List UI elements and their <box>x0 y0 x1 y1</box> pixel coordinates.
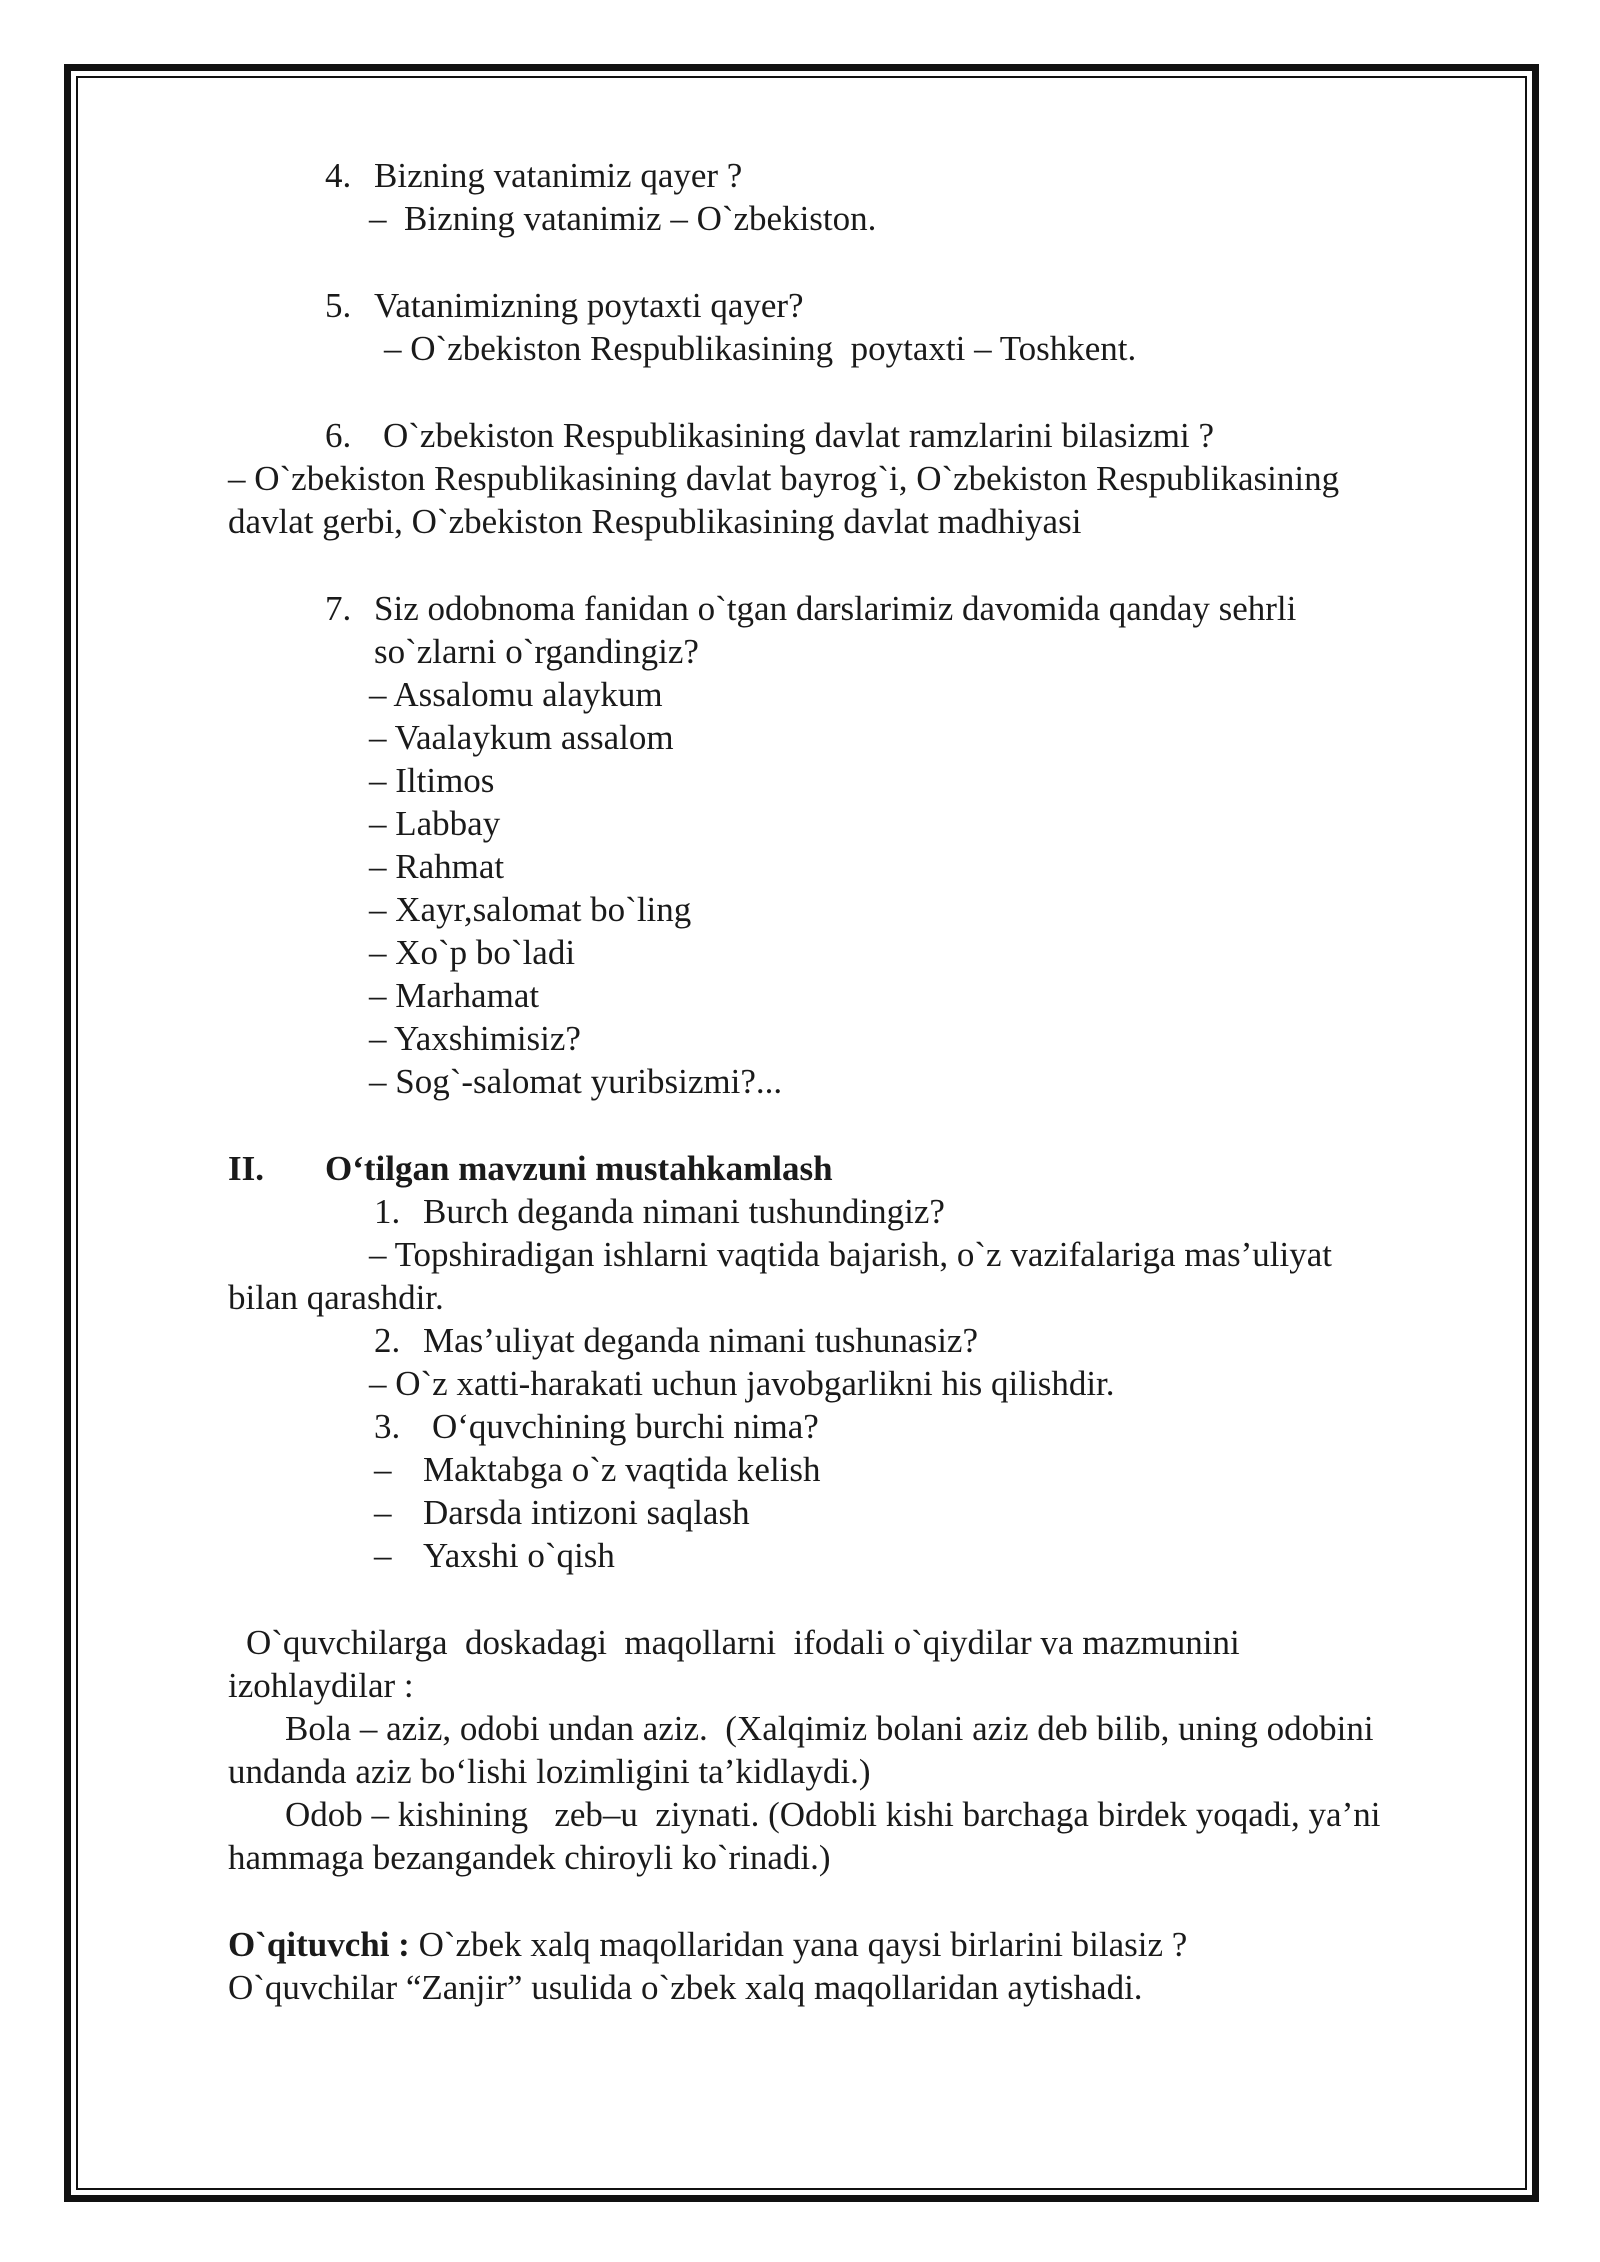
q7-text-line-1: Siz odobnoma fanidan o`tgan darslarimiz davomida qanday sehrli <box>374 589 1297 628</box>
s2-item-3-bullet: Yaxshi o`qish <box>423 1536 615 1575</box>
q4-number: 4. <box>325 156 352 195</box>
s2-item-1-number: 1. <box>374 1192 401 1231</box>
s2-item-2-number: 2. <box>374 1321 401 1360</box>
q5-text: Vatanimizning poytaxti qayer? <box>374 286 804 325</box>
s2-item-2-answer: – O`z xatti-harakati uchun javobgarlikni his qilishdir. <box>369 1364 1115 1403</box>
proverb-2-line-2: hammaga bezangandek chiroyli ko`rinadi.) <box>228 1838 831 1877</box>
teacher-follow-up: O`quvchilar “Zanjir” usulida o`zbek xalq maqollaridan aytishadi. <box>228 1968 1143 2007</box>
q5-answer: – O`zbekiston Respublikasining poytaxti – Toshkent. <box>384 329 1137 368</box>
s2-item-3-question: O‘quvchining burchi nima? <box>432 1407 819 1446</box>
proverb-1-line-1: Bola – aziz, odobi undan aziz. (Xalqimiz bolani aziz deb bilib, uning odobini <box>285 1709 1374 1748</box>
bullet-dash: – <box>374 1536 392 1575</box>
q7-text-line-2: so`zlarni o`rgandingiz? <box>374 632 699 671</box>
s2-item-2-question: Mas’uliyat deganda nimani tushunasiz? <box>423 1321 978 1360</box>
section-numeral: II. <box>228 1149 264 1188</box>
proverb-2-line-1: Odob – kishining zeb–u ziynati. (Odobli kishi barchaga birdek yoqadi, ya’ni <box>285 1795 1381 1834</box>
teacher-question: O`zbek xalq maqollaridan yana qaysi birlarini bilasiz ? <box>409 1925 1188 1964</box>
q6-text: O`zbekiston Respublikasining davlat ramzlarini bilasizmi ? <box>383 416 1215 455</box>
q5-number: 5. <box>325 286 352 325</box>
proverbs-intro-line-1: O`quvchilarga doskadagi maqollarni ifodali o`qiydilar va mazmunini <box>246 1623 1240 1662</box>
q6-answer-line-2: davlat gerbi, O`zbekiston Respublikasining davlat madhiyasi <box>228 502 1082 541</box>
bullet-dash: – <box>374 1493 392 1532</box>
q7-answer: – Vaalaykum assalom <box>369 718 674 757</box>
q6-answer-line-1: – O`zbekiston Respublikasining davlat bayrog`i, O`zbekiston Respublikasining <box>228 459 1340 498</box>
q7-answer: – Rahmat <box>369 847 505 886</box>
q7-answer: – Iltimos <box>369 761 495 800</box>
q7-answer: – Xayr,salomat bo`ling <box>369 890 692 929</box>
section-title: O‘tilgan mavzuni mustahkamlash <box>325 1149 833 1188</box>
q7-answer: – Labbay <box>369 804 501 843</box>
q7-answer: – Assalomu alaykum <box>369 675 663 714</box>
s2-item-1-answer-line-1: – Topshiradigan ishlarni vaqtida bajarish, o`z vazifalariga mas’uliyat <box>369 1235 1332 1274</box>
q7-number: 7. <box>325 589 352 628</box>
q4-answer: – Bizning vatanimiz – O`zbekiston. <box>369 199 877 238</box>
q7-answer: – Yaxshimisiz? <box>369 1019 581 1058</box>
q7-answer: – Xo`p bo`ladi <box>369 933 576 972</box>
teacher-label: O`qituvchi : <box>228 1925 410 1964</box>
q7-answer: – Sog`-salomat yuribsizmi?... <box>369 1062 783 1101</box>
teacher-line <box>228 1923 1187 1966</box>
proverb-1-line-2: undanda aziz bo‘lishi lozimligini ta’kidlaydi.) <box>228 1752 871 1791</box>
s2-item-3-bullet: Maktabga o`z vaqtida kelish <box>423 1450 821 1489</box>
s2-item-1-question: Burch deganda nimani tushundingiz? <box>423 1192 945 1231</box>
bullet-dash: – <box>374 1450 392 1489</box>
s2-item-3-number: 3. <box>374 1407 401 1446</box>
s2-item-1-answer-line-2: bilan qarashdir. <box>228 1278 444 1317</box>
s2-item-3-bullet: Darsda intizoni saqlash <box>423 1493 750 1532</box>
q7-answer: – Marhamat <box>369 976 540 1015</box>
q4-text: Bizning vatanimiz qayer ? <box>374 156 743 195</box>
proverbs-intro-line-2: izohlaydilar : <box>228 1666 414 1705</box>
q6-number: 6. <box>325 416 352 455</box>
